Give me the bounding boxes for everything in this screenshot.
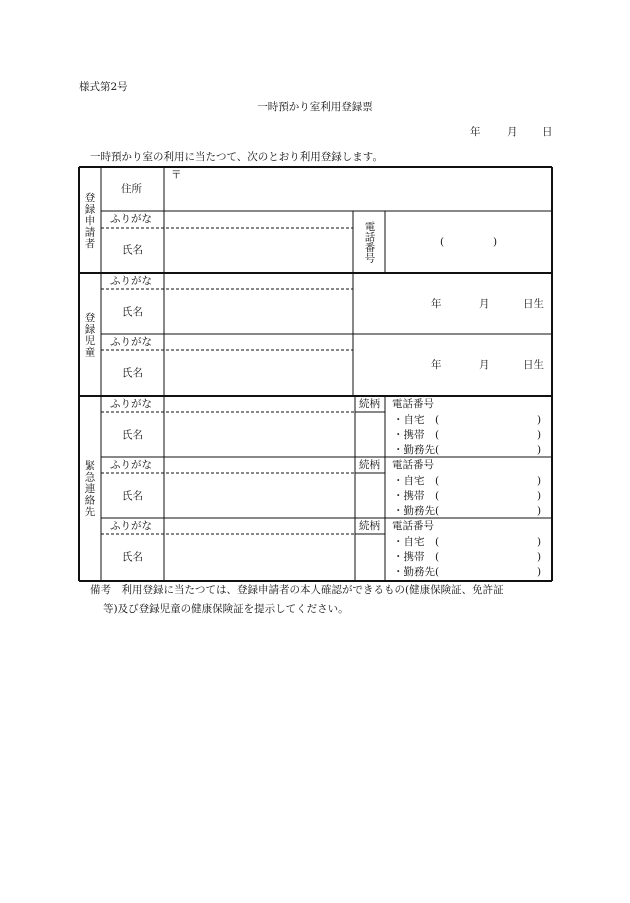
applicant-name-label: 氏名	[122, 244, 143, 256]
contact-relation-label: 続柄	[359, 520, 380, 532]
contact-name-label: 氏名	[122, 490, 143, 502]
contact-mobile-phone: ・携帯 (	[393, 551, 440, 563]
date-year-label: 年	[470, 126, 481, 138]
applicant-section-label: 登録申請者	[83, 191, 96, 250]
child-birth-day: 日生	[523, 359, 544, 371]
contact-furigana-label: ふりがな	[110, 459, 152, 471]
contact-home-paren-close: )	[537, 475, 542, 487]
contact-work-phone: ・勤務先(	[393, 444, 440, 456]
emergency-section-label: 緊急連絡先	[83, 460, 96, 518]
contact-work-paren-close: )	[537, 505, 542, 517]
child-name-label: 氏名	[122, 306, 143, 318]
contact-mobile-paren-close: )	[537, 490, 542, 502]
phone-paren-open: (	[440, 236, 445, 248]
contact-home-phone: ・自宅 (	[393, 536, 440, 548]
contact-work-phone: ・勤務先(	[393, 566, 440, 578]
contact-relation-label: 続柄	[359, 398, 380, 410]
intro-text: 一時預かり室の利用に当たつて、次のとおり利用登録します。	[90, 151, 383, 163]
contact-work-paren-close: )	[537, 566, 542, 578]
contact-phone-header: 電話番号	[392, 520, 434, 532]
child-birth-day: 日生	[523, 298, 544, 310]
children-section-label: 登録児童	[83, 312, 96, 358]
contact-furigana-label: ふりがな	[110, 398, 152, 410]
contact-home-phone: ・自宅 (	[393, 414, 440, 426]
contact-home-phone: ・自宅 (	[393, 475, 440, 487]
contact-phone-header: 電話番号	[392, 398, 434, 410]
note-line-2: 等)及び登録児童の健康保険証を提示してください。	[103, 603, 349, 615]
contact-furigana-label: ふりがな	[110, 520, 152, 532]
child-furigana-label: ふりがな	[110, 336, 152, 348]
date-day-label: 日	[542, 126, 553, 138]
form-number: 様式第2号	[79, 81, 128, 93]
contact-phone-header: 電話番号	[392, 459, 434, 471]
child-birth-year: 年	[431, 359, 442, 371]
child-birth-year: 年	[431, 298, 442, 310]
page-title: 一時預かり室利用登録票	[257, 101, 373, 113]
contact-mobile-phone: ・携帯 (	[393, 490, 440, 502]
contact-relation-label: 続柄	[359, 459, 380, 471]
contact-home-paren-close: )	[537, 414, 542, 426]
child-birth-month: 月	[479, 298, 490, 310]
contact-mobile-paren-close: )	[537, 429, 542, 441]
applicant-phone-label: 電話番号	[363, 221, 376, 263]
contact-mobile-phone: ・携帯 (	[393, 429, 440, 441]
contact-name-label: 氏名	[122, 551, 143, 563]
applicant-furigana-label: ふりがな	[110, 213, 152, 225]
contact-name-label: 氏名	[122, 429, 143, 441]
contact-work-phone: ・勤務先(	[393, 505, 440, 517]
child-furigana-label: ふりがな	[110, 275, 152, 287]
child-birth-month: 月	[479, 359, 490, 371]
phone-paren-close: )	[493, 236, 498, 248]
date-month-label: 月	[507, 126, 518, 138]
postal-mark: 〒	[171, 169, 182, 181]
contact-work-paren-close: )	[537, 444, 542, 456]
address-label: 住所	[121, 183, 142, 195]
contact-home-paren-close: )	[537, 536, 542, 548]
note-line-1: 備考 利用登録に当たつては、登録申請者の本人確認ができるもの(健康保険証、免許証	[90, 584, 504, 596]
contact-mobile-paren-close: )	[537, 551, 542, 563]
child-name-label: 氏名	[122, 367, 143, 379]
